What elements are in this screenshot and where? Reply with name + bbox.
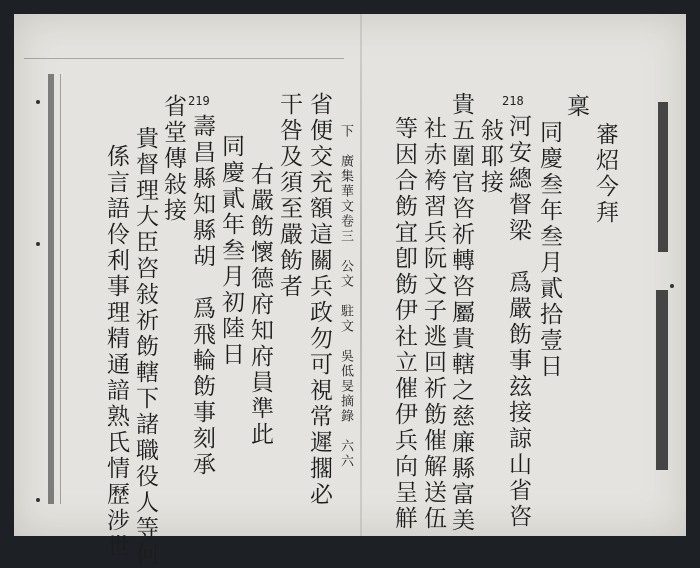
right-edge-bar-top xyxy=(658,102,668,252)
text-column: 貴五圍官咨祈轉咨屬貴轄之慈廉縣富美 xyxy=(448,92,474,534)
text-column: 省便交充額這關兵政勿可視常遲擱必 xyxy=(306,92,332,508)
text-column: 等因合飭宜卽飭伊社立催伊兵向呈觧 xyxy=(391,116,417,532)
entry-number: 218 xyxy=(502,94,524,108)
text-column: 同慶叁年叁月貳拾壹日 xyxy=(536,120,562,380)
right-edge-bar-bottom xyxy=(656,290,668,470)
margin-note: 下 廣集華文卷三 公文 駐文 吳低旻摘錄 六六 xyxy=(338,124,353,469)
text-column: 河安總督梁 爲嚴飭事玆接諒山省咨 xyxy=(505,114,531,530)
text-column: 貴督理大臣咨敍祈飭轄下諸職役人等何 xyxy=(132,126,158,568)
text-column: 稟 xyxy=(563,94,589,120)
text-column: 同慶貳年叁月初陸日 xyxy=(218,134,244,368)
text-column: 係言語伶利事理精通諳熟氏情歷涉世 xyxy=(103,144,129,560)
left-edge-mark xyxy=(48,74,54,504)
entry-number: 219 xyxy=(188,94,210,108)
text-column: 壽昌縣知縣胡 爲飛輪飭事刻承 xyxy=(189,114,215,478)
binding-dot xyxy=(36,100,40,104)
page-fold xyxy=(360,14,362,536)
text-column: 社赤袴習兵阮文子逃回祈飭催解送伍 xyxy=(420,116,446,532)
text-column: 右嚴飭懷德府知府員準此 xyxy=(247,162,273,448)
binding-dot xyxy=(36,498,40,502)
text-column: 審炤今拜 xyxy=(592,122,618,226)
text-column: 敍耶接 xyxy=(477,118,503,196)
text-column: 省堂傳敍接 xyxy=(160,94,186,224)
text-column: 干咎及須至嚴飭者 xyxy=(276,92,302,300)
document-page xyxy=(14,14,686,568)
left-edge-line xyxy=(60,74,61,504)
binding-dot xyxy=(670,284,674,288)
binding-dot xyxy=(36,242,40,246)
top-rule xyxy=(24,58,344,59)
